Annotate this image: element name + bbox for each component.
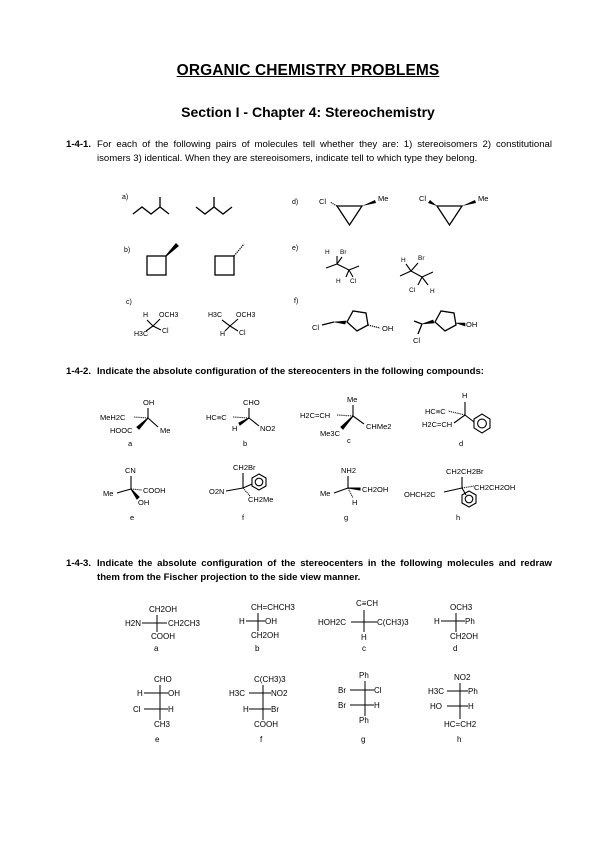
label-d: d bbox=[453, 644, 458, 653]
atom-cl: Cl bbox=[409, 287, 416, 294]
atom-cl: Cl bbox=[350, 278, 357, 285]
atom-top: Ph bbox=[359, 671, 369, 680]
fischer-3g bbox=[338, 671, 382, 744]
label-f: f) bbox=[294, 298, 299, 305]
atom-br: Br bbox=[340, 249, 347, 256]
atom-left-1: H bbox=[137, 689, 143, 698]
label-c: c) bbox=[126, 299, 132, 306]
label-d: d) bbox=[292, 199, 299, 206]
atom-hcc: HC≡C bbox=[206, 413, 227, 422]
atom-top: OCH3 bbox=[450, 603, 473, 612]
page-title: ORGANIC CHEMISTRY PROBLEMS bbox=[176, 62, 440, 79]
atom-me: Me bbox=[478, 194, 489, 203]
atom-top: NO2 bbox=[454, 673, 471, 682]
atom-bottom: H bbox=[361, 633, 367, 642]
atom-h: H bbox=[352, 498, 358, 507]
atom-me: Me bbox=[347, 395, 358, 404]
atom-top: C≡CH bbox=[356, 599, 378, 608]
atom-left-2: Br bbox=[338, 701, 346, 710]
atom-ch2me: CH2Me bbox=[248, 495, 274, 504]
atom-left-1: H3C bbox=[428, 687, 445, 696]
label-g: g bbox=[361, 735, 366, 744]
atom-cn: CN bbox=[125, 466, 136, 475]
label-b: b bbox=[243, 439, 248, 448]
label-b: b) bbox=[124, 247, 131, 254]
label-f: f bbox=[242, 513, 245, 522]
atom-h2cch: H2C=CH bbox=[422, 420, 453, 429]
problem-number: 1-4-1. bbox=[66, 139, 92, 150]
atom-bottom: CH2OH bbox=[251, 631, 280, 640]
atom-h: H bbox=[220, 331, 226, 338]
atom-top: CH=CHCH3 bbox=[251, 603, 295, 612]
atom-hooc: HOOC bbox=[110, 426, 133, 435]
atom-cl: Cl bbox=[319, 197, 327, 206]
fischer-3c bbox=[318, 599, 409, 653]
atom-right-2: H bbox=[468, 702, 474, 711]
atom-h: H bbox=[401, 257, 406, 264]
atom-h3c: H3C bbox=[208, 312, 223, 319]
label-c: c bbox=[362, 644, 366, 653]
atom-cl: Cl bbox=[413, 336, 421, 345]
atom-bottom: CH2OH bbox=[450, 632, 479, 641]
atom-right: C(CH3)3 bbox=[377, 618, 409, 627]
section-heading: Section I - Chapter 4: Stereochemistry bbox=[181, 104, 435, 120]
label-e: e) bbox=[292, 245, 299, 252]
atom-me: Me bbox=[320, 489, 331, 498]
atom-left: HOH2C bbox=[318, 618, 347, 627]
atom-me: Me bbox=[103, 489, 114, 498]
atom-bottom: Ph bbox=[359, 716, 369, 725]
atom-h: H bbox=[232, 424, 238, 433]
atom-right-2: Br bbox=[271, 705, 279, 714]
atom-right-1: OH bbox=[168, 689, 180, 698]
atom-cl: Cl bbox=[162, 328, 169, 335]
fischer-3f bbox=[229, 675, 288, 744]
atom-right: Ph bbox=[465, 617, 475, 626]
atom-h: H bbox=[325, 249, 330, 256]
label-a: a bbox=[128, 439, 133, 448]
atom-oh: OH bbox=[466, 320, 478, 329]
atom-left: H bbox=[239, 617, 245, 626]
label-c: c bbox=[347, 436, 351, 445]
atom-left-1: H3C bbox=[229, 689, 246, 698]
atom-bottom: COOH bbox=[254, 720, 278, 729]
atom-h: H bbox=[430, 288, 435, 295]
atom-cho: CHO bbox=[243, 398, 260, 407]
atom-me: Me bbox=[378, 194, 389, 203]
atom-ch2ch2oh: CH2CH2OH bbox=[474, 483, 516, 492]
atom-left: H bbox=[434, 617, 440, 626]
atom-left-2: HO bbox=[430, 702, 442, 711]
atom-ch2ch2br: CH2CH2Br bbox=[446, 467, 484, 476]
fischer-3b bbox=[239, 603, 295, 653]
label-a: a) bbox=[122, 194, 129, 201]
atom-top: C(CH3)3 bbox=[254, 675, 286, 684]
label-f: f bbox=[260, 735, 263, 744]
problem-number: 1-4-2. bbox=[66, 366, 92, 377]
atom-right-2: H bbox=[374, 701, 380, 710]
fischer-3d bbox=[434, 603, 478, 653]
atom-meh2c: MeH2C bbox=[100, 413, 126, 422]
problem-text: For each of the following pairs of molecules tell whether they are: 1) stereoisomers 2) constitutional isomers 3) identical. When they are stereoisomers, indicate tell to which type they belong. bbox=[97, 139, 552, 164]
atom-h3c: H3C bbox=[134, 331, 149, 338]
atom-cl: Cl bbox=[312, 323, 320, 332]
atom-no2: NO2 bbox=[260, 424, 276, 433]
atom-h: H bbox=[462, 391, 468, 400]
atom-right: OH bbox=[265, 617, 277, 626]
label-b: b bbox=[255, 644, 260, 653]
atom-cl: Cl bbox=[419, 194, 427, 203]
atom-right-1: NO2 bbox=[271, 689, 288, 698]
atom-o2n: O2N bbox=[209, 487, 225, 496]
atom-me3c: Me3C bbox=[320, 429, 341, 438]
atom-right: CH2CH3 bbox=[168, 619, 201, 628]
problem-number: 1-4-3. bbox=[66, 558, 92, 569]
atom-me: Me bbox=[160, 426, 171, 435]
atom-oh: OH bbox=[382, 324, 394, 333]
atom-ohch2c: OHCH2C bbox=[404, 490, 436, 499]
problem-text: Indicate the absolute configuration of the stereocenters in the following molecules and redraw them from the Fischer projection to the side view manner. bbox=[97, 558, 552, 583]
fischer-3h bbox=[428, 673, 478, 744]
atom-och3: OCH3 bbox=[236, 312, 256, 319]
atom-oh: OH bbox=[143, 398, 155, 407]
label-h: h bbox=[457, 735, 462, 744]
atom-cooh: COOH bbox=[143, 486, 166, 495]
atom-chme2: CHMe2 bbox=[366, 422, 392, 431]
label-g: g bbox=[344, 513, 349, 522]
label-a: a bbox=[154, 644, 159, 653]
label-d: d bbox=[459, 439, 464, 448]
atom-och3: OCH3 bbox=[159, 312, 179, 319]
atom-ch2oh: CH2OH bbox=[362, 485, 389, 494]
atom-left-1: Br bbox=[338, 686, 346, 695]
atom-bottom: CH3 bbox=[154, 720, 171, 729]
atom-br: Br bbox=[418, 255, 425, 262]
fischer-3a bbox=[125, 605, 201, 653]
label-e: e bbox=[130, 513, 135, 522]
atom-bottom: COOH bbox=[151, 632, 175, 641]
label-h: h bbox=[456, 513, 461, 522]
atom-h: H bbox=[336, 278, 341, 285]
atom-nh2: NH2 bbox=[341, 466, 357, 475]
atom-right-1: Ph bbox=[468, 687, 478, 696]
atom-top: CHO bbox=[154, 675, 172, 684]
atom-cl: Cl bbox=[239, 330, 246, 337]
atom-top: CH2OH bbox=[149, 605, 178, 614]
atom-right-1: Cl bbox=[374, 686, 382, 695]
atom-left: H2N bbox=[125, 619, 142, 628]
atom-oh: OH bbox=[138, 498, 150, 507]
problem-text: Indicate the absolute configuration of the stereocenters in the following compounds: bbox=[97, 366, 484, 377]
atom-h2cch: H2C=CH bbox=[300, 411, 331, 420]
atom-h: H bbox=[143, 312, 149, 319]
atom-hcc: HC≡C bbox=[425, 407, 446, 416]
atom-bottom: HC=CH2 bbox=[444, 720, 477, 729]
fischer-3e bbox=[133, 675, 180, 744]
atom-left-2: Cl bbox=[133, 705, 141, 714]
atom-left-2: H bbox=[243, 705, 249, 714]
label-e: e bbox=[155, 735, 160, 744]
atom-ch2br: CH2Br bbox=[233, 463, 256, 472]
atom-right-2: H bbox=[168, 705, 174, 714]
